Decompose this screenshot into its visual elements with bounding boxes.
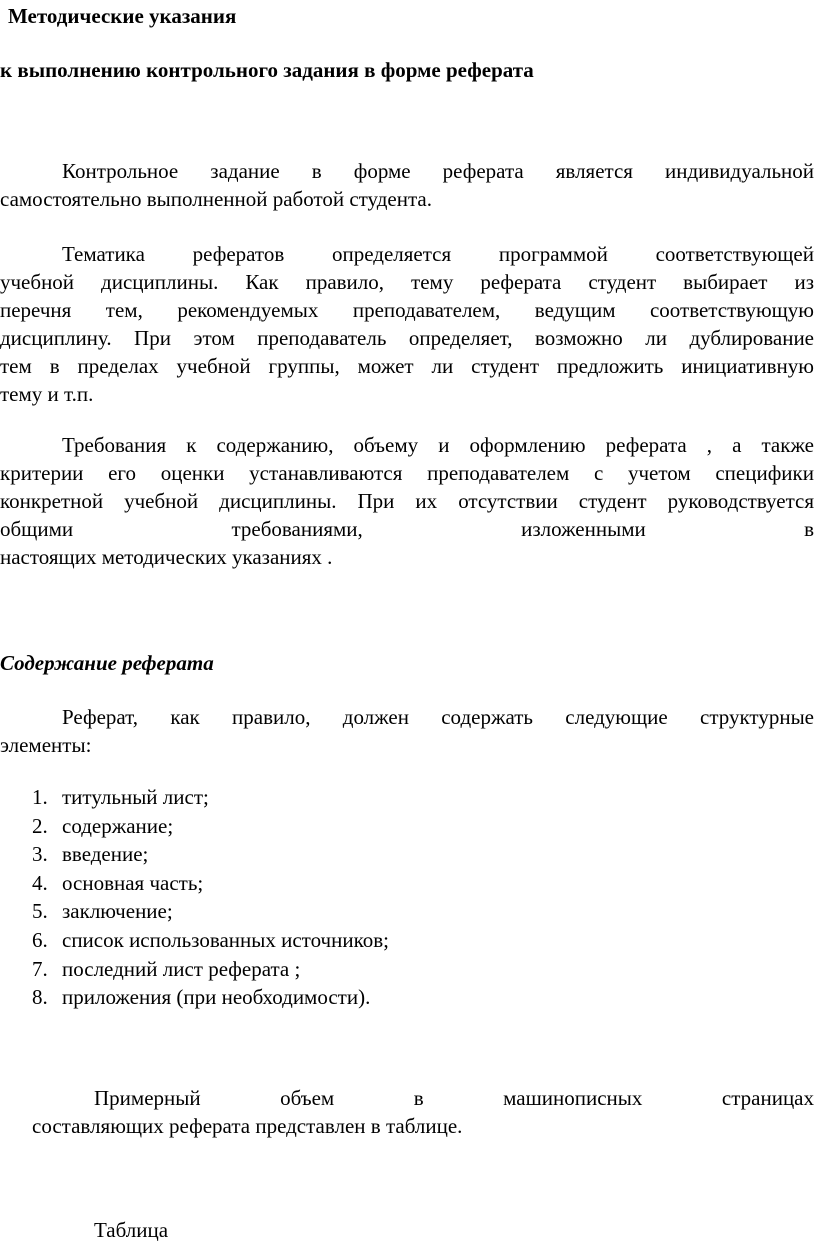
paragraph-5-line: Примерный объем в машинописных страницах (94, 1086, 814, 1110)
list-item (32, 840, 389, 869)
list-item (32, 955, 389, 984)
paragraph-2-line: тем в пределах учебной группы, может ли студент предложить инициативную (0, 354, 814, 378)
paragraph-2 (0, 240, 814, 408)
paragraph-3-line: конкретной учебной дисциплины. При их отсутствии студент руководствуется (0, 489, 814, 513)
paragraph-4-line: элементы: (0, 733, 92, 757)
paragraph-3-line: настоящих методических указаниях . (0, 545, 333, 569)
list-item-text: последний лист реферата ; (62, 956, 301, 981)
list-item-number: 2. (32, 813, 48, 838)
list-item-text: заключение; (62, 899, 173, 924)
list-item (32, 926, 389, 955)
title-line-2: к выполнению контрольного задания в форме реферата (0, 58, 534, 82)
paragraph-4-line: Реферат, как правило, должен содержать следующие структурные (62, 705, 814, 729)
list-item (32, 983, 389, 1012)
list-item (32, 812, 389, 841)
list-item-text: содержание; (62, 813, 174, 838)
list-item-text: список использованных источников; (62, 927, 389, 952)
list-item-number: 3. (32, 842, 48, 867)
title-line-1: Методические указания (8, 4, 237, 28)
list-item-text: приложения (при необходимости). (62, 985, 371, 1010)
list-item-text: титульный лист; (62, 785, 209, 809)
paragraph-3 (0, 431, 814, 571)
list-item-number: 7. (32, 956, 48, 981)
list-item (32, 869, 389, 898)
table-caption: Таблица (94, 1218, 169, 1242)
paragraph-3-line: общими требованиями, изложенными в (0, 517, 814, 541)
list-item-number: 1. (32, 785, 48, 809)
paragraph-2-line: тему и т.п. (0, 382, 94, 406)
list-item (32, 897, 389, 926)
paragraph-2-line: учебной дисциплины. Как правило, тему реферата студент выбирает из (0, 270, 814, 294)
list-item-number: 8. (32, 985, 48, 1010)
list-item-text: введение; (62, 842, 149, 867)
paragraph-1-line: Контрольное задание в форме реферата является индивидуальной (62, 159, 814, 183)
list-item-number: 5. (32, 899, 48, 924)
paragraph-1 (0, 157, 814, 213)
paragraph-5-line: составляющих реферата представлен в таблице. (32, 1114, 463, 1138)
paragraph-2-line: дисциплину. При этом преподаватель определяет, возможно ли дублирование (0, 326, 814, 350)
paragraph-3-line: критерии его оценки устанавливаются преподавателем с учетом специфики (0, 461, 814, 485)
list-item-number: 6. (32, 927, 48, 952)
paragraph-4 (0, 703, 814, 759)
list-item (32, 783, 389, 812)
section-heading: Содержание реферата (0, 651, 214, 675)
paragraph-2-line: Тематика рефератов определяется программой соответствующей (62, 242, 814, 266)
paragraph-3-line: Требования к содержанию, объему и оформлению реферата , а также (62, 433, 814, 457)
paragraph-1-line: самостоятельно выполненной работой студента. (0, 187, 432, 211)
paragraph-5 (32, 1084, 814, 1140)
paragraph-2-line: перечня тем, рекомендуемых преподавателем, ведущим соответствующую (0, 298, 814, 322)
list-item-number: 4. (32, 870, 48, 895)
structure-list (32, 783, 389, 1012)
list-item-text: основная часть; (62, 870, 204, 895)
